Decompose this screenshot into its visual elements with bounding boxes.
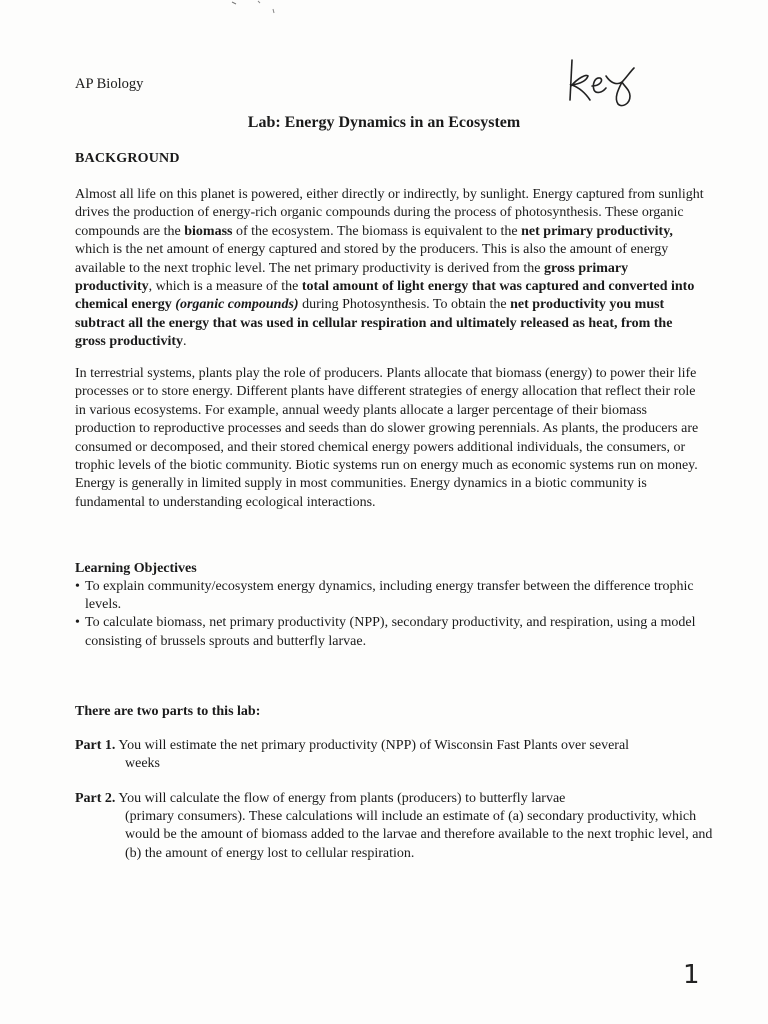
part-1: [75, 737, 715, 773]
lab-parts-heading: There are two parts to this lab:: [75, 704, 261, 719]
background-heading: BACKGROUND: [75, 151, 180, 166]
list-item: [75, 578, 715, 614]
bullet-icon: •: [75, 615, 80, 631]
course-name: AP Biology: [75, 76, 144, 92]
paragraph-run: net primary productivity,: [521, 223, 673, 239]
page-number: [683, 960, 703, 990]
background-paragraph-1: [75, 186, 705, 352]
paragraph-run: .: [183, 334, 187, 350]
part-1-label: Part 1.: [75, 738, 116, 753]
paragraph-run: Almost all life on this planet is powered, either directly or indirectly, by sunlight. Energy captured from sunlight drives the production of energy-rich organic compounds during the process of photosynthesis. These organic compounds are the: [75, 187, 704, 239]
background-paragraph-2: In terrestrial systems, plants play the role of producers. Plants allocate that biomass (energy) to power their life processes or to store energy. Different plants have different strategies of energy allocation that reflect their role in various ecosystems. For example, annual weedy plants allocate a larger percentage of their biomass production to reproductive processes and seeds than do slower growing perennials. As plants, the producers are consumed or decomposed, and their stored chemical energy powers additional individuals, the consumers, or trophic levels of the biotic community. Biotic systems run on energy much as economic systems run on money. Energy is generally in limited supply in most communities. Energy dynamics in a biotic community is fundamental to understanding ecological interactions.: [75, 366, 699, 510]
part-2: [75, 790, 715, 863]
list-item: [75, 614, 715, 650]
learning-objectives-heading: Learning Objectives: [75, 561, 197, 576]
part-2-label: Part 2.: [75, 791, 116, 806]
part-1-text: You will estimate the net primary productivity (NPP) of Wisconsin Fast Plants over several: [118, 738, 630, 753]
paragraph-run: net productivity you must subtract all the energy that was used in cellular respiration and ultimately released as heat, from the gross productivity: [75, 297, 673, 350]
paragraph-run: during Photosynthesis. To obtain the: [298, 297, 511, 313]
page-title: Lab: Energy Dynamics in an Ecosystem: [247, 114, 521, 131]
paragraph-run: total amount of light energy that was captured and converted into chemical energy: [75, 279, 695, 313]
paragraph-run: gross primary productivity: [75, 260, 629, 295]
paragraph-run: (organic compounds): [175, 297, 299, 313]
objective-text: To explain community/ecosystem energy dynamics, including energy transfer between the difference trophic levels.: [85, 579, 694, 613]
bullet-icon: •: [75, 579, 80, 594]
objective-text: To calculate biomass, net primary productivity (NPP), secondary productivity, and respiration, using a model consisting of brussels sprouts and butterfly larvae.: [85, 615, 696, 649]
paragraph-run: which is the net amount of energy captured and stored by the producers. This is also the amount of energy available to the next trophic level. The net primary productivity is derived from the: [75, 242, 669, 276]
part-2-text: You will calculate the flow of energy from plants (producers) to butterfly larvae: [118, 791, 566, 806]
paragraph-run: , which is a measure of the: [148, 279, 302, 295]
learning-objectives-list: [75, 578, 715, 651]
handwritten-key-annotation: [560, 52, 650, 112]
part-1-continuation: weeks: [125, 756, 160, 772]
scan-artifact-marks: [200, 0, 320, 14]
page-number-text: 1: [683, 960, 700, 990]
part-2-continuation: (primary consumers). These calculations will include an estimate of (a) secondary productivity, which would be the amount of biomass added to the larvae and therefore available to the next trophic level, and (b) the amount of energy lost to cellular respiration.: [125, 809, 713, 861]
paragraph-run: of the ecosystem. The biomass is equivalent to the: [232, 223, 522, 239]
paragraph-run: biomass: [184, 223, 233, 239]
